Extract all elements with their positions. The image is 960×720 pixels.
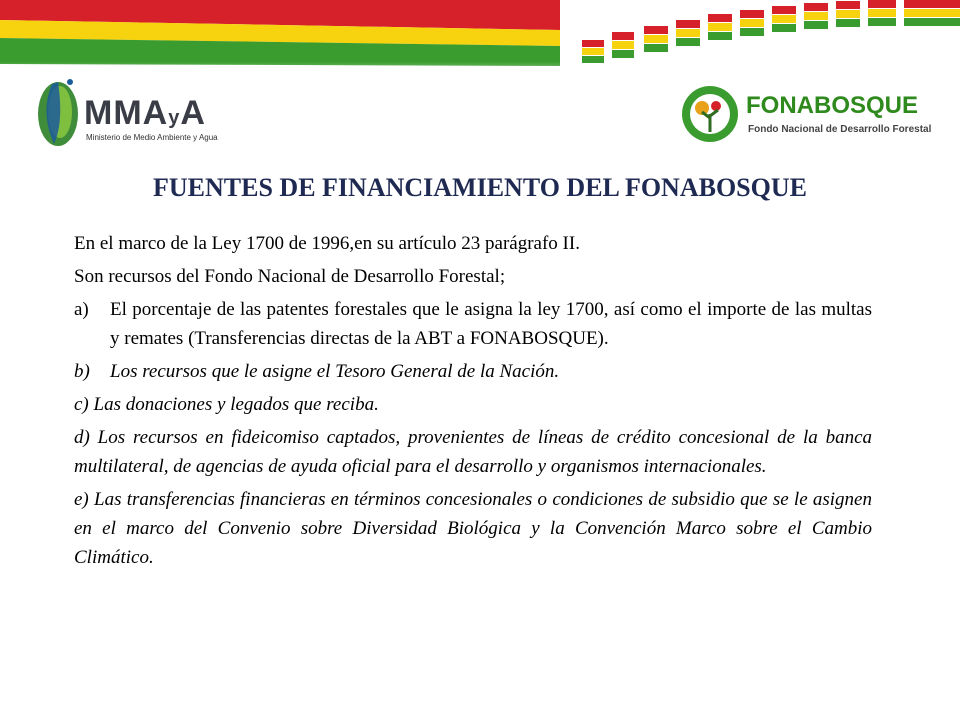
intro-line-1: En el marco de la Ley 1700 de 1996,en su artículo 23 parágrafo II. <box>74 233 580 254</box>
list-item-a <box>74 295 872 353</box>
list-item-text: Los recursos que le asigne el Tesoro General de la Nación. <box>110 361 560 382</box>
intro-line-2: Son recursos del Fondo Nacional de Desarrollo Forestal; <box>74 266 506 287</box>
list-marker: a) <box>74 299 89 320</box>
list-marker: b) <box>74 361 90 382</box>
page-title: FUENTES DE FINANCIAMIENTO DEL FONABOSQUE <box>153 173 807 202</box>
fonabosque-logo-text: FONABOSQUE <box>746 92 919 119</box>
list-item-b <box>74 357 872 386</box>
paragraph-d: d) Los recursos en fideicomiso captados, provenientes de líneas de crédito concesional de la banca multilateral, de agencias de ayuda oficial para el desarrollo y organismos internacionales. <box>74 427 872 477</box>
fonabosque-logo-subtitle: Fondo Nacional de Desarrollo Forestal <box>748 124 932 135</box>
paragraph-c: c) Las donaciones y legados que reciba. <box>74 394 379 415</box>
paragraph-e: e) Las transferencias financieras en términos concesionales o condiciones de subsidio que se le asignen en el marco del Convenio sobre Diversidad Biológica y la Convención Marco sobre el Cambio Climático. <box>74 489 872 568</box>
content-body <box>74 229 872 576</box>
mmaya-logo-subtitle: Ministerio de Medio Ambiente y Agua <box>86 133 218 142</box>
mmaya-logo-text: MMAyA <box>84 94 206 132</box>
list-item-text: El porcentaje de las patentes forestales que le asigna la ley 1700, así como el importe de las multas y remates (Transferencias directas de la ABT a FONABOSQUE). <box>110 299 872 349</box>
tricolor-banner <box>0 0 960 80</box>
